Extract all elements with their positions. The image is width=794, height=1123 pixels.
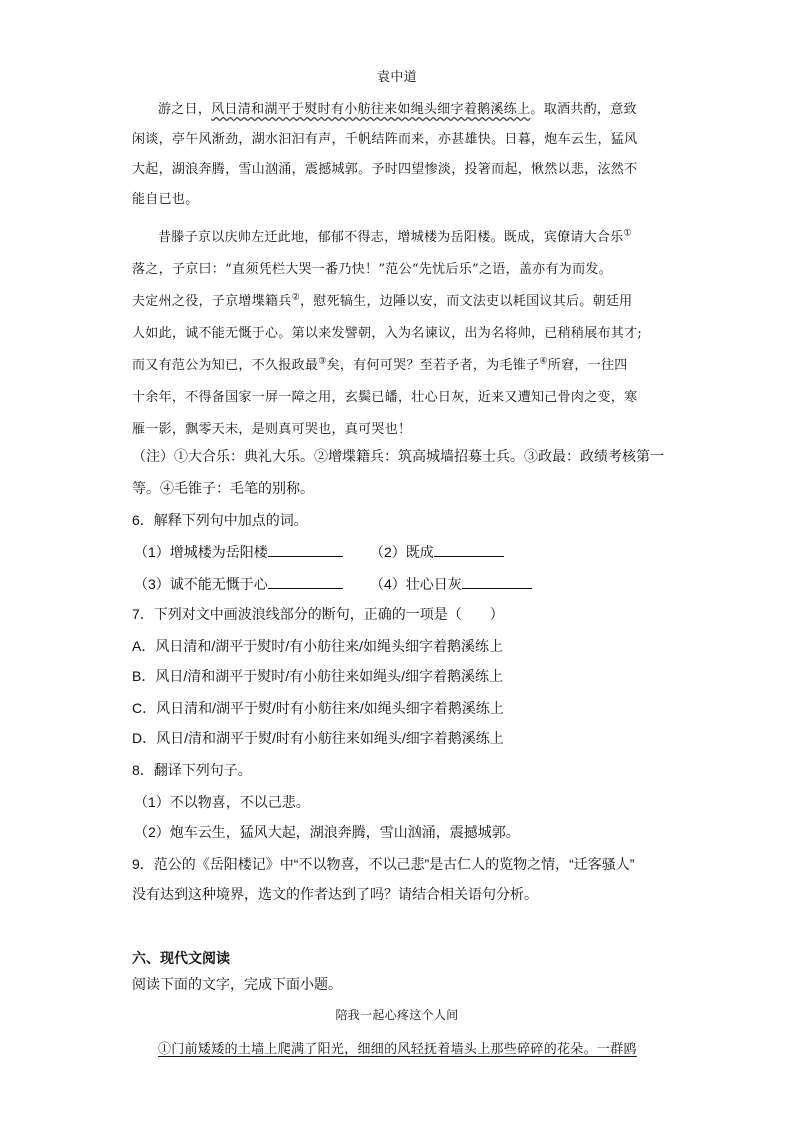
answer-blank[interactable]	[434, 543, 504, 557]
passage-line: 闲谈，亭午风渐劲，湖水汩汩有声，千帆结阵而来，亦甚雄快。日暮，炮车云生，猛风	[132, 132, 638, 147]
question-6-item	[370, 542, 504, 562]
passage-line: 雁一影，飘零天末，是则真可哭也，真可哭也！	[132, 422, 412, 437]
footnote-line: （注）①大合乐：典礼大乐。②增堞籍兵：筑高城墙招募士兵。③政最：政绩考核第一	[132, 448, 664, 464]
underlined-text: ①门前矮矮的土墙上爬满了阳光，细细的风轻抚着墙头上那些碎碎的花朵。一群鸥	[158, 1042, 637, 1057]
text-segment: 矣，有何可哭？至若予者，为毛锥子	[326, 358, 540, 373]
question-7-stem: 7．下列对文中画波浪线部分的断句，正确的一项是（ ）	[132, 606, 504, 622]
text-segment: 。取酒共酌，意致	[530, 102, 637, 117]
passage-line	[132, 354, 628, 373]
answer-blank[interactable]	[462, 575, 532, 589]
question-6-item	[370, 574, 532, 594]
text-segment: 昔滕子京以庆帅左迁此地，郁郁不得志，增城楼为岳阳楼。既成，宾僚请大合乐	[158, 230, 624, 245]
question-6-stem: 6．解释下列句中加点的词。	[132, 512, 308, 528]
answer-blank[interactable]	[268, 575, 343, 589]
footnote-marker: ②	[291, 292, 300, 303]
article-title: 陪我一起心疼这个人间	[335, 1008, 459, 1022]
question-9-line: 没有达到这种境界，选文的作者达到了吗？请结合相关语句分析。	[132, 886, 538, 902]
passage-line: 十余年，不得备国家一屏一障之用，玄鬓已皤，壮心日灰，近来又遭知己骨肉之变，寒	[132, 390, 638, 405]
passage-author: 袁中道	[377, 70, 417, 85]
passage-line: 落之，子京曰：“直须凭栏大哭一番乃快！”范公“先忧后乐”之语，盖亦有为而发。	[132, 262, 612, 277]
text-segment: 而又有范公为知已，不久报政最	[132, 358, 319, 373]
option-a[interactable]: A．风日清和/湖平于熨时/有小舫往来/如绳头细字着鹅溪练上	[132, 638, 504, 654]
option-d[interactable]: D．风日/清和湖平于熨/时有小舫往来如绳头/细字着鹅溪练上	[132, 730, 504, 746]
question-6-item	[134, 542, 343, 562]
passage-line	[132, 290, 633, 309]
section-title: 六、现代文阅读	[132, 950, 230, 966]
section-instruction: 阅读下面的文字，完成下面小题。	[132, 976, 342, 992]
question-9-line: 9．范公的《岳阳楼记》中“不以物喜，不以己悲”是古仁人的览物之情，“迁客骚人”	[132, 856, 635, 872]
text-segment: 所窘，一往四	[547, 358, 628, 373]
passage-line	[158, 226, 632, 245]
question-8-stem: 8．翻译下列句子。	[132, 762, 252, 778]
text-segment: 游之日，	[158, 102, 212, 117]
item-text: （1）增城楼为岳阳楼	[134, 544, 268, 560]
text-segment: 夫定州之役，子京增堞籍兵	[132, 294, 292, 309]
passage-line: 大起，湖浪奔腾，雪山汹涌，震撼城郭。予时四望惨淡，投箸而起，愀然以悲，泫然不	[132, 162, 638, 177]
footnote-marker: ④	[539, 356, 548, 367]
article-first-line	[158, 1038, 637, 1057]
question-6-item	[134, 574, 343, 594]
passage-line	[158, 98, 637, 117]
question-8-item: （2）炮车云生，猛风大起，湖浪奔腾，雪山汹涌，震撼城郭。	[134, 824, 520, 840]
option-c[interactable]: C．风日清和/湖平于熨/时有小舫往来/如绳头细字着鹅溪练上	[132, 700, 504, 716]
item-text: （2）既成	[370, 544, 434, 560]
text-segment: ，慰死犒生，边陲以安，而文法吏以耗国议其后。朝廷用	[299, 294, 633, 309]
passage-line: 能自已也。	[132, 192, 199, 207]
question-8-item: （1）不以物喜，不以己悲。	[134, 794, 310, 810]
option-b[interactable]: B．风日/清和湖平于熨时/有小舫往来如绳头/细字着鹅溪练上	[132, 668, 504, 684]
footnote-line: 等。④毛锥子：毛笔的别称。	[132, 480, 314, 496]
item-text: （4）壮心日灰	[370, 576, 462, 592]
answer-blank[interactable]	[268, 543, 343, 557]
footnote-marker: ③	[318, 356, 327, 367]
footnote-marker: ①	[623, 228, 632, 239]
passage-line: 人如此，诚不能无慨于心。第以来发譬朝，入为名谏议，出为名将帅，已稍稍展布其才;	[132, 326, 643, 341]
item-text: （3）诚不能无慨于心	[134, 576, 268, 592]
wavy-underlined-text: 风日清和湖平于熨时有小舫往来如绳头细字着鹅溪练上	[211, 102, 531, 117]
